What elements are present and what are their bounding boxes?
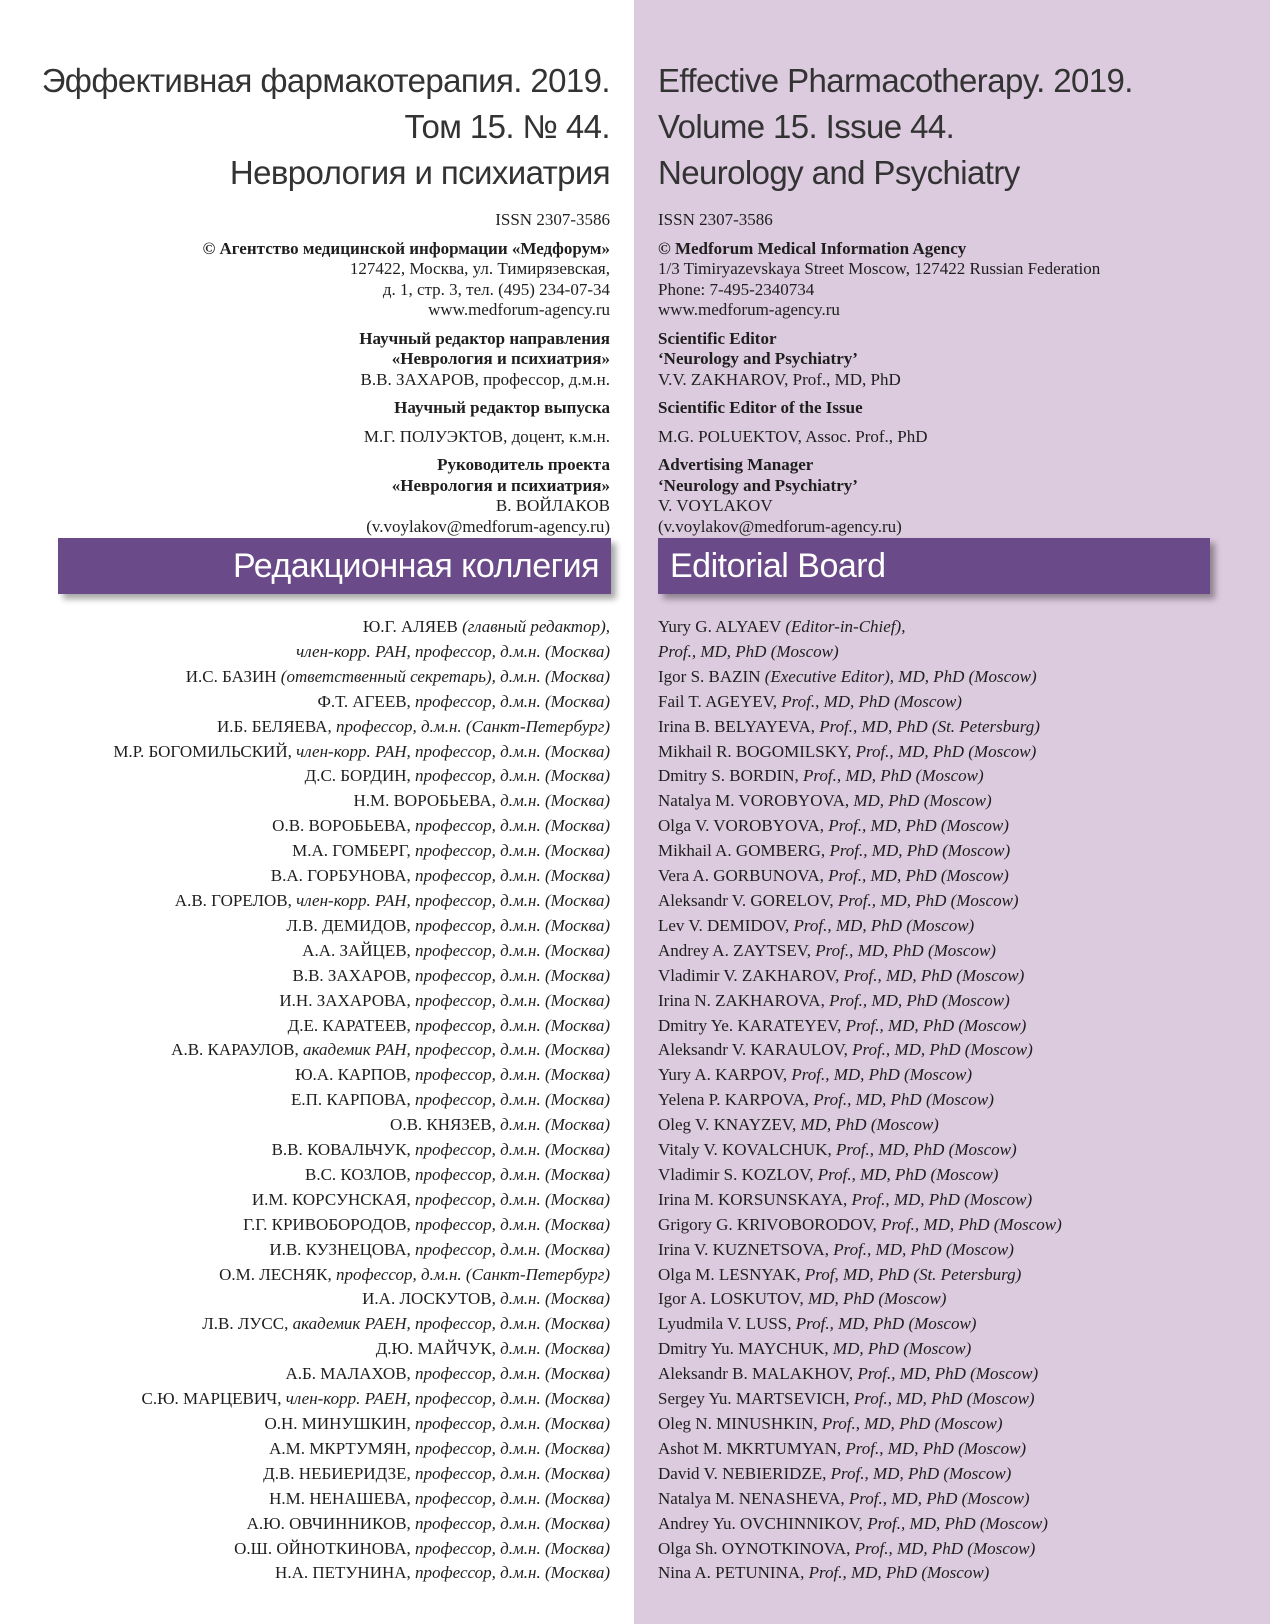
board-member-row [658, 740, 1062, 765]
board-member-name: Oleg N. MINUSHKIN, [658, 1414, 822, 1433]
board-member-row [658, 1337, 1062, 1362]
board-member-name: Andrey A. ZAYTSEV, [658, 940, 816, 960]
board-member-name: Л.В. ЛУСС, [202, 1314, 293, 1334]
board-member-name: И.В. КУЗНЕЦОВА, [269, 1239, 416, 1259]
board-member-title: профессор, д.м.н. (Москва) [415, 990, 610, 1010]
board-member-row [658, 1088, 1062, 1113]
publisher-info-en [658, 210, 1100, 537]
board-member-name: Dmitry S. BORDIN, [658, 766, 803, 786]
board-member-title: профессор, д.м.н. (Москва) [415, 1140, 610, 1160]
board-member-row [113, 814, 610, 839]
board-member-name: О.Ш. ОЙНОТКИНОВА, [234, 1538, 416, 1558]
board-member-row [658, 1561, 1062, 1586]
issue-editor-heading: Научный редактор выпуска [394, 398, 610, 417]
board-member-name: Yelena P. KARPOVA, [658, 1090, 814, 1110]
board-member-title: Prof., MD, PhD (St. Petersburg) [819, 716, 1040, 736]
board-member-title: академик РАЕН, профессор, д.м.н. (Москва) [292, 1314, 610, 1334]
board-member-title: Prof., MD, PhD (Moscow) [791, 1065, 973, 1085]
board-member-name: Г.Г. КРИВОБОРОДОВ, [243, 1214, 416, 1234]
board-member-name: И.Н. ЗАХАРОВА, [279, 990, 416, 1010]
board-member-row [658, 1487, 1062, 1512]
manager-heading: Руководитель проекта [437, 455, 610, 474]
manager-email: (v.voylakov@medforum-agency.ru) [366, 516, 610, 536]
board-member-name: Aleksandr B. MALAKHOV, [658, 1364, 858, 1384]
board-member-name: Vladimir S. KOZLOV, [658, 1164, 818, 1184]
board-member-name: Н.М. НЕНАШЕВА, [269, 1488, 416, 1508]
board-member-name: М.Р. БОГОМИЛЬСКИЙ, [113, 741, 297, 761]
board-member-name: В.В. ЗАХАРОВ, [292, 965, 416, 985]
board-member-row [113, 964, 610, 989]
board-member-row [658, 1387, 1062, 1412]
sci-editor-heading: Scientific Editor [658, 328, 777, 348]
board-member-row [113, 939, 610, 964]
board-member-row [113, 1512, 610, 1537]
board-member-title: (ответственный секретарь), д.м.н. (Москва) [280, 666, 610, 686]
board-member-title: д.м.н. (Москва) [500, 791, 610, 811]
board-member-row [658, 715, 1062, 740]
issn: ISSN 2307-3586 [495, 210, 610, 229]
board-member-name: Irina B. BELYAYEVA, [658, 716, 820, 736]
board-member-title: д.м.н. (Москва) [500, 1289, 610, 1309]
board-member-title: академик РАН, профессор, д.м.н. (Москва) [302, 1040, 610, 1060]
board-member-title: Prof., MD, PhD (Moscow) [851, 1189, 1033, 1209]
board-member-name: И.Б. БЕЛЯЕВА, [216, 716, 336, 736]
title-line: Effective Pharmacotherapy. 2019. [658, 62, 1133, 99]
board-member-row [113, 1238, 610, 1263]
board-member-name: А.Ю. ОВЧИННИКОВ, [246, 1513, 416, 1533]
board-member-title: Prof., MD, PhD (Moscow) [828, 866, 1009, 886]
board-member-name: Д.С. БОРДИН, [304, 766, 416, 786]
title-line: Neurology and Psychiatry [658, 154, 1020, 191]
board-member-row [658, 1138, 1062, 1163]
board-member-name: А.В. ГОРЕЛОВ, [174, 890, 297, 910]
board-member-row [658, 1287, 1062, 1312]
board-member-name: Dmitry Yu. MAYCHUK, [658, 1339, 833, 1359]
board-member-name: Д.Ю. МАЙЧУК, [375, 1339, 501, 1359]
board-member-title: Prof., MD, PhD (Moscow) [808, 1563, 990, 1583]
board-member-row [113, 1287, 610, 1312]
board-member-name: Irina V. KUZNETSOVA, [658, 1239, 834, 1259]
board-member-row [658, 839, 1062, 864]
journal-title-ru [42, 58, 610, 196]
journal-title-en [658, 58, 1133, 196]
manager-name: V. VOYLAKOV [658, 496, 773, 515]
board-member-title: Prof., MD, PhD (Moscow) [852, 1040, 1033, 1060]
board-member-title: MD, PhD (Moscow) [832, 1339, 972, 1359]
board-member-name: А.Б. МАЛАХОВ, [285, 1364, 416, 1384]
board-member-row [113, 839, 610, 864]
board-member-name: Irina M. KORSUNSKAYA, [658, 1189, 852, 1209]
board-member-name: Igor S. BAZIN [658, 666, 765, 686]
board-member-name: Mikhail A. GOMBERG, [658, 841, 830, 861]
board-member-row [658, 964, 1062, 989]
title-line: Том 15. № 44. [404, 108, 610, 145]
board-member-title: Prof., MD, PhD (Moscow) [843, 965, 1025, 985]
address-line: 127422, Москва, ул. Тимирязевская, [349, 259, 610, 278]
board-member-title: MD, PhD (Moscow) [808, 1289, 947, 1309]
board-member-name: Irina N. ZAKHAROVA, [658, 990, 830, 1010]
board-member-title: д.м.н. (Москва) [500, 1339, 610, 1359]
manager-heading: «Неврология и психиатрия» [391, 475, 610, 495]
board-member-row [113, 1063, 610, 1088]
issue-editor-name: М.Г. ПОЛУЭКТОВ, доцент, к.м.н. [363, 426, 610, 446]
board-member-title: профессор, д.м.н. (Москва) [415, 1239, 610, 1259]
board-member-row [658, 1188, 1062, 1213]
board-member-title: профессор, д.м.н. (Москва) [415, 766, 610, 786]
board-member-row [658, 1213, 1062, 1238]
board-member-row [658, 789, 1062, 814]
board-member-title: профессор, д.м.н. (Москва) [415, 1438, 610, 1458]
board-member-title: MD, PhD (Moscow) [853, 791, 992, 811]
editorial-board-list-en [658, 615, 1062, 1586]
board-member-title: д.м.н. (Москва) [500, 1115, 610, 1135]
board-member-title: Prof., MD, PhD (Moscow) [848, 1488, 1030, 1508]
board-member-title: профессор, д.м.н. (Москва) [415, 816, 610, 836]
board-member-row [113, 1462, 610, 1487]
board-member-row [658, 1063, 1062, 1088]
board-member-title: Prof., MD, PhD (Moscow) [813, 1090, 994, 1110]
board-member-name: А.В. КАРАУЛОВ, [171, 1040, 303, 1060]
board-member-title: профессор, д.м.н. (Москва) [415, 1015, 610, 1035]
board-member-title: профессор, д.м.н. (Москва) [415, 1538, 610, 1558]
board-member-row [113, 665, 610, 690]
board-member-name: Д.В. НЕБИЕРИДЗЕ, [263, 1463, 416, 1483]
manager-email: (v.voylakov@medforum-agency.ru) [658, 516, 902, 536]
board-member-name: В.С. КОЗЛОВ, [305, 1164, 416, 1184]
board-member-row [113, 740, 610, 765]
board-member-title: член-корр. РАН, профессор, д.м.н. (Москва) [296, 890, 610, 910]
board-member-name: Ф.Т. АГЕЕВ, [317, 691, 416, 711]
board-member-row [113, 1312, 610, 1337]
manager-name: В. ВОЙЛАКОВ [495, 496, 610, 515]
board-member-title: профессор, д.м.н. (Москва) [415, 841, 610, 861]
issue-editor-name: M.G. POLUEKTOV, Assoc. Prof., PhD [658, 426, 928, 446]
board-member-title: Prof., MD, PhD (Moscow) [857, 1364, 1039, 1384]
board-member-row [113, 1561, 610, 1586]
board-member-title: профессор, д.м.н. (Москва) [415, 1563, 610, 1583]
board-member-row [658, 1362, 1062, 1387]
board-member-name: О.Н. МИНУШКИН, [264, 1414, 416, 1433]
sci-editor-heading: ‘Neurology and Psychiatry’ [658, 349, 858, 368]
board-member-row [113, 764, 610, 789]
board-member-name: Vladimir V. ZAKHAROV, [658, 965, 844, 985]
board-member-row [658, 1537, 1062, 1562]
board-member-name: И.М. КОРСУНСКАЯ, [251, 1189, 416, 1209]
board-member-row [113, 1138, 610, 1163]
board-member-row [113, 1188, 610, 1213]
board-member-name: В.А. ГОРБУНОВА, [270, 866, 416, 886]
board-member-name: Н.М. ВОРОБЬЕВА, [353, 791, 501, 811]
issn: ISSN 2307-3586 [658, 210, 773, 229]
board-member-name: Grigory G. KRIVOBORODOV, [658, 1214, 882, 1234]
board-member-name: Lev V. DEMIDOV, [658, 915, 794, 935]
board-member-title: профессор, д.м.н. (Москва) [415, 1214, 610, 1234]
board-member-row [658, 914, 1062, 939]
title-line: Неврология и психиатрия [229, 154, 610, 191]
board-member-name: Olga V. VOROBYOVA, [658, 816, 829, 836]
board-member-row [658, 764, 1062, 789]
board-member-row [658, 615, 1062, 640]
board-member-row [113, 640, 610, 665]
issue-editor-heading: Scientific Editor of the Issue [658, 398, 863, 417]
board-member-title: профессор, д.м.н. (Москва) [415, 866, 610, 886]
board-member-title: профессор, д.м.н. (Москва) [415, 1513, 610, 1533]
board-member-row [113, 1437, 610, 1462]
board-member-row [113, 1387, 610, 1412]
board-member-name: Aleksandr V. GORELOV, [658, 890, 838, 910]
board-member-row [113, 789, 610, 814]
board-member-name: В.В. КОВАЛЬЧУК, [271, 1140, 416, 1160]
board-member-row [658, 1462, 1062, 1487]
board-member-name: Ю.Г. АЛЯЕВ [362, 617, 463, 636]
board-member-row [113, 690, 610, 715]
board-member-title: профессор, д.м.н. (Москва) [415, 1488, 610, 1508]
board-member-title: Prof., MD, PhD (Moscow) [854, 1538, 1036, 1558]
board-member-title: Prof., MD, PhD (Moscow) [881, 1214, 1062, 1234]
phone: Phone: 7-495-2340734 [658, 279, 815, 299]
board-member-row [113, 1362, 610, 1387]
board-member-row [658, 1014, 1062, 1039]
board-member-name: Igor A. LOSKUTOV, [658, 1289, 809, 1309]
sci-editor-name: V.V. ZAKHAROV, Prof., MD, PhD [658, 369, 901, 389]
board-member-name: Dmitry Ye. KARATEYEV, [658, 1015, 846, 1035]
board-member-row [658, 889, 1062, 914]
board-member-title: Prof., MD, PhD (Moscow) [781, 691, 962, 711]
board-member-name: Vitaly V. KOVALCHUK, [658, 1140, 836, 1160]
board-member-row [113, 1014, 610, 1039]
board-member-title: (Editor-in-Chief), [785, 617, 906, 636]
board-member-name: David V. NEBIERIDZE, [658, 1463, 831, 1483]
board-member-title: Prof., MD, PhD (Moscow) [835, 1140, 1017, 1160]
board-member-row [113, 1088, 610, 1113]
board-member-row [113, 1487, 610, 1512]
board-member-row [113, 914, 610, 939]
board-member-row [113, 1337, 610, 1362]
board-member-name: Aleksandr V. KARAULOV, [658, 1040, 853, 1060]
board-member-title: Prof., MD, PhD (Moscow) [829, 990, 1010, 1010]
board-member-row [658, 1038, 1062, 1063]
board-member-title: член-корр. РАН, профессор, д.м.н. (Москва) [296, 641, 610, 661]
board-member-title: профессор, д.м.н. (Москва) [415, 940, 610, 960]
board-member-name: Olga M. LESNYAK, [658, 1264, 805, 1284]
board-member-name: Yury A. KARPOV, [658, 1065, 792, 1085]
website: www.medforum-agency.ru [658, 300, 840, 319]
board-member-row [658, 1263, 1062, 1288]
board-member-name: Andrey Yu. OVCHINNIKOV, [658, 1513, 868, 1533]
board-member-title: Prof., MD, PhD (Moscow) [821, 1414, 1003, 1433]
sci-editor-heading: Научный редактор направления [359, 328, 610, 348]
board-member-title: Prof., MD, PhD (Moscow) [833, 1239, 1014, 1259]
board-member-title: профессор, д.м.н. (Москва) [415, 1414, 610, 1433]
agency-name: © Агентство медицинской информации «Медфорум» [202, 238, 610, 258]
board-member-title: Prof., MD, PhD (Moscow) [793, 915, 975, 935]
board-member-name: И.А. ЛОСКУТОВ, [362, 1289, 501, 1309]
board-member-title: профессор, д.м.н. (Москва) [415, 1364, 610, 1384]
address-line: д. 1, стр. 3, тел. (495) 234-07-34 [382, 279, 610, 299]
board-member-title: Prof., MD, PhD (Moscow) [855, 741, 1037, 761]
board-member-title: член-корр. РАН, профессор, д.м.н. (Москва) [296, 741, 610, 761]
board-member-name: О.В. КНЯЗЕВ, [390, 1115, 501, 1135]
board-member-title: Prof., MD, PhD (Moscow) [830, 1463, 1012, 1483]
board-member-name: С.Ю. МАРЦЕВИЧ, [141, 1389, 286, 1409]
website: www.medforum-agency.ru [428, 300, 610, 319]
board-member-name: М.А. ГОМБЕРГ, [292, 841, 416, 861]
board-member-name: Sergey Yu. MARTSEVICH, [658, 1389, 854, 1409]
board-member-title: Prof., MD, PhD (Moscow) [845, 1015, 1027, 1035]
publisher-info-ru [203, 210, 610, 537]
section-heading: Редакционная коллегия [233, 547, 599, 585]
board-member-row [113, 1213, 610, 1238]
board-member-title: профессор, д.м.н. (Санкт-Петербург) [335, 716, 610, 736]
board-member-row [658, 1238, 1062, 1263]
board-member-name: Olga Sh. OYNOTKINOVA, [658, 1538, 855, 1558]
editorial-board-list-ru [113, 615, 610, 1586]
board-member-name: Lyudmila V. LUSS, [658, 1314, 796, 1334]
board-member-row [658, 1312, 1062, 1337]
board-member-title: профессор, д.м.н. (Москва) [415, 1065, 610, 1085]
board-member-title: Prof., MD, PhD (Moscow) [845, 1438, 1027, 1458]
board-member-title: профессор, д.м.н. (Москва) [415, 915, 610, 935]
board-member-title: профессор, д.м.н. (Санкт-Петербург) [335, 1264, 610, 1284]
board-member-row [658, 665, 1062, 690]
board-member-row [113, 1537, 610, 1562]
board-member-name: А.М. МКРТУМЯН, [269, 1438, 416, 1458]
section-heading: Editorial Board [670, 547, 886, 585]
board-member-row [658, 864, 1062, 889]
manager-heading: ‘Neurology and Psychiatry’ [658, 475, 858, 495]
board-member-row [658, 640, 1062, 665]
editorial-board-banner-en [658, 538, 1210, 594]
board-member-title: Prof., MD, PhD (Moscow) [853, 1389, 1035, 1409]
board-member-name: Yury G. ALYAEV [658, 617, 786, 636]
board-member-name: О.М. ЛЕСНЯК, [219, 1264, 336, 1284]
board-member-name: Д.Е. КАРАТЕЕВ, [287, 1015, 416, 1035]
board-member-title: Prof., MD, PhD (Moscow) [828, 816, 1009, 836]
board-member-row [658, 1163, 1062, 1188]
title-line: Эффективная фармакотерапия. 2019. [41, 62, 610, 99]
board-member-title: Prof., MD, PhD (Moscow) [829, 841, 1011, 861]
board-member-name: Oleg V. KNAYZEV, [658, 1115, 801, 1135]
board-member-title: профессор, д.м.н. (Москва) [415, 1090, 610, 1110]
address-line: 1/3 Timiryazevskaya Street Moscow, 127422 Russian Federation [658, 259, 1101, 278]
board-member-title: Prof., MD, PhD (Moscow) [795, 1314, 977, 1334]
board-member-row [658, 814, 1062, 839]
board-member-name: И.С. БАЗИН [185, 666, 281, 686]
board-member-title: Prof., MD, PhD (Moscow) [817, 1164, 999, 1184]
board-member-name: Е.П. КАРПОВА, [290, 1090, 416, 1110]
board-member-row [658, 690, 1062, 715]
board-member-title: Prof., MD, PhD (Moscow) [867, 1513, 1048, 1533]
board-member-name: Н.А. ПЕТУНИНА, [275, 1563, 416, 1583]
editorial-board-banner-ru [58, 538, 611, 594]
board-member-title: (Executive Editor), MD, PhD (Moscow) [764, 666, 1037, 686]
board-member-row [113, 1163, 610, 1188]
board-member-name: А.А. ЗАЙЦЕВ, [302, 940, 416, 960]
board-member-title: (главный редактор), [462, 617, 610, 636]
sci-editor-name: В.В. ЗАХАРОВ, профессор, д.м.н. [360, 369, 610, 389]
title-line: Volume 15. Issue 44. [658, 108, 955, 145]
board-member-name: Mikhail R. BOGOMILSKY, [658, 741, 856, 761]
board-member-title: Prof., MD, PhD (Moscow) [658, 641, 839, 661]
board-member-title: Prof., MD, PhD (Moscow) [815, 940, 996, 960]
sci-editor-heading: «Неврология и психиатрия» [391, 349, 610, 368]
manager-heading: Advertising Manager [658, 455, 814, 474]
board-member-name: Fail T. AGEYEV, [658, 691, 782, 711]
board-member-title: профессор, д.м.н. (Москва) [415, 1164, 610, 1184]
board-member-row [658, 1437, 1062, 1462]
board-member-name: Vera A. GORBUNOVA, [658, 866, 829, 886]
board-member-row [113, 889, 610, 914]
board-member-row [658, 989, 1062, 1014]
board-member-name: О.В. ВОРОБЬЕВА, [272, 816, 416, 836]
board-member-title: профессор, д.м.н. (Москва) [415, 965, 610, 985]
board-member-name: Ю.А. КАРПОВ, [295, 1065, 416, 1085]
board-member-row [113, 1113, 610, 1138]
board-member-row [658, 1512, 1062, 1537]
board-member-title: Prof, MD, PhD (St. Petersburg) [804, 1264, 1022, 1284]
board-member-row [113, 1263, 610, 1288]
board-member-name: Nina A. PETUNINA, [658, 1563, 809, 1583]
board-member-title: Prof., MD, PhD (Moscow) [837, 890, 1019, 910]
board-member-title: профессор, д.м.н. (Москва) [415, 1463, 610, 1483]
board-member-title: Prof., MD, PhD (Moscow) [802, 766, 984, 786]
board-member-name: Л.В. ДЕМИДОВ, [286, 915, 416, 935]
board-member-row [658, 939, 1062, 964]
board-member-row [113, 989, 610, 1014]
board-member-row [113, 1412, 610, 1437]
agency-name: © Medforum Medical Information Agency [658, 238, 967, 258]
board-member-row [113, 715, 610, 740]
board-member-row [113, 615, 610, 640]
board-member-name: Natalya M. VOROBYOVA, [658, 791, 854, 811]
board-member-row [113, 1038, 610, 1063]
board-member-title: член-корр. РАЕН, профессор, д.м.н. (Москва) [285, 1389, 610, 1409]
board-member-name: Ashot M. MKRTUMYAN, [658, 1438, 846, 1458]
board-member-title: профессор, д.м.н. (Москва) [415, 1189, 610, 1209]
board-member-title: MD, PhD (Moscow) [800, 1115, 939, 1135]
board-member-row [113, 864, 610, 889]
board-member-title: профессор, д.м.н. (Москва) [415, 691, 610, 711]
board-member-row [658, 1113, 1062, 1138]
board-member-name: Natalya M. NENASHEVA, [658, 1488, 849, 1508]
board-member-row [658, 1412, 1062, 1437]
